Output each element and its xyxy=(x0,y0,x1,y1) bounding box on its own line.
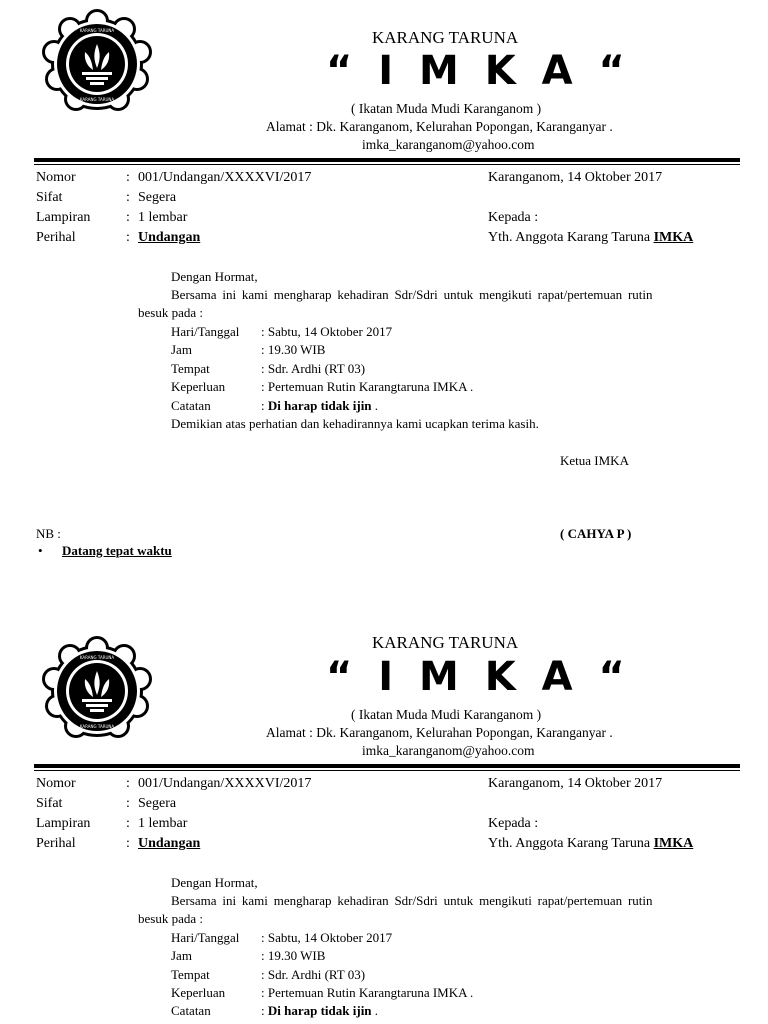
sifat-colon: : xyxy=(126,796,130,811)
detail-value: : Pertemuan Rutin Karangtaruna IMKA . xyxy=(261,985,474,1000)
lampiran-colon: : xyxy=(126,210,130,225)
org-email: imka_karanganom@yahoo.com xyxy=(362,743,535,758)
perihal-value: Undangan xyxy=(138,836,201,851)
imka-seal-icon xyxy=(38,635,156,745)
sifat-label: Sifat xyxy=(36,796,63,811)
org-email: imka_karanganom@yahoo.com xyxy=(362,137,535,152)
catatan-label: Catatan xyxy=(171,398,211,413)
imka-seal-icon xyxy=(38,8,156,118)
nomor-value: 001/Undangan/XXXXVI/2017 xyxy=(138,776,312,791)
org-subtitle: ( Ikatan Muda Mudi Karanganom ) xyxy=(351,101,542,116)
detail-value: : Sdr. Ardhi (RT 03) xyxy=(261,967,366,982)
nomor-colon: : xyxy=(126,170,130,185)
nb-bullet: • xyxy=(38,543,43,558)
detail-value: : Pertemuan Rutin Karangtaruna IMKA . xyxy=(261,379,474,394)
org-address: Alamat : Dk. Karanganom, Kelurahan Popongan, Karanganyar . xyxy=(266,119,613,134)
kepada-label: Kepada : xyxy=(488,816,539,831)
detail-value: : 19.30 WIB xyxy=(261,948,326,963)
intro-line-1: Bersama ini kami mengharap kehadiran Sdr/Sdri untuk mengikuti rapat/pertemuan rutin xyxy=(171,893,653,908)
lampiran-label: Lampiran xyxy=(36,210,91,225)
catatan-colon: : xyxy=(261,398,268,413)
catatan-end: . xyxy=(371,398,379,413)
recipient-org: IMKA xyxy=(653,836,694,851)
signature-role: Ketua IMKA xyxy=(560,453,629,468)
catatan-text: Di harap tidak ijin xyxy=(267,398,372,413)
greeting: Dengan Hormat, xyxy=(171,269,258,284)
catatan-label: Catatan xyxy=(171,1003,211,1018)
lampiran-value: 1 lembar xyxy=(138,210,188,225)
org-subtitle: ( Ikatan Muda Mudi Karanganom ) xyxy=(351,707,542,722)
detail-value: : Sabtu, 14 Oktober 2017 xyxy=(261,930,393,945)
recipient xyxy=(488,230,693,246)
intro-line-1: Bersama ini kami mengharap kehadiran Sdr/Sdri untuk mengikuti rapat/pertemuan rutin xyxy=(171,287,653,302)
lampiran-label: Lampiran xyxy=(36,816,91,831)
detail-label: Keperluan xyxy=(171,379,226,394)
nomor-label: Nomor xyxy=(36,170,76,185)
detail-label: Keperluan xyxy=(171,985,226,1000)
org-name: KARANG TARUNA xyxy=(372,28,519,47)
detail-label: Jam xyxy=(171,342,192,357)
nomor-colon: : xyxy=(126,776,130,791)
recipient xyxy=(488,836,693,852)
header-divider xyxy=(34,764,740,768)
catatan-end: . xyxy=(371,1003,379,1018)
catatan-text: Di harap tidak ijin xyxy=(267,1003,372,1018)
lampiran-value: 1 lembar xyxy=(138,816,188,831)
lampiran-colon: : xyxy=(126,816,130,831)
detail-label: Hari/Tanggal xyxy=(171,324,240,339)
recipient-prefix: Yth. Anggota Karang Taruna xyxy=(488,836,654,851)
recipient-org: IMKA xyxy=(653,230,694,245)
catatan-colon: : xyxy=(261,1003,268,1018)
closing-text: Demikian atas perhatian dan kehadirannya kami ucapkan terima kasih. xyxy=(171,416,539,431)
org-address: Alamat : Dk. Karanganom, Kelurahan Popongan, Karanganyar . xyxy=(266,725,613,740)
sifat-value: Segera xyxy=(138,190,177,205)
perihal-value: Undangan xyxy=(138,230,201,245)
org-title: “ I M K A “ xyxy=(326,654,631,700)
detail-label: Tempat xyxy=(171,361,210,376)
intro-line-2: besuk pada : xyxy=(138,911,203,926)
greeting: Dengan Hormat, xyxy=(171,875,258,890)
signature-name: ( CAHYA P ) xyxy=(560,526,632,541)
header-divider xyxy=(34,158,740,162)
nb-label: NB : xyxy=(36,526,61,541)
org-title: “ I M K A “ xyxy=(326,48,631,94)
detail-label: Jam xyxy=(171,948,192,963)
svg-text:KARANG TARUNA: KARANG TARUNA xyxy=(79,97,115,102)
detail-label: Hari/Tanggal xyxy=(171,930,240,945)
detail-value: : 19.30 WIB xyxy=(261,342,326,357)
place-date: Karanganom, 14 Oktober 2017 xyxy=(488,170,663,185)
kepada-label: Kepada : xyxy=(488,210,539,225)
place-date: Karanganom, 14 Oktober 2017 xyxy=(488,776,663,791)
detail-label: Tempat xyxy=(171,967,210,982)
perihal-label: Perihal xyxy=(36,230,76,245)
svg-text:KARANG TARUNA: KARANG TARUNA xyxy=(79,724,115,729)
recipient-prefix: Yth. Anggota Karang Taruna xyxy=(488,230,654,245)
sifat-colon: : xyxy=(126,190,130,205)
sifat-value: Segera xyxy=(138,796,177,811)
catatan-value xyxy=(261,398,378,414)
perihal-colon: : xyxy=(126,230,130,245)
detail-value: : Sdr. Ardhi (RT 03) xyxy=(261,361,366,376)
svg-text:KARANG TARUNA: KARANG TARUNA xyxy=(79,28,115,33)
nb-item: Datang tepat waktu xyxy=(62,543,172,558)
sifat-label: Sifat xyxy=(36,190,63,205)
perihal-label: Perihal xyxy=(36,836,76,851)
header-divider-thin xyxy=(34,770,740,771)
intro-line-2: besuk pada : xyxy=(138,305,203,320)
nomor-value: 001/Undangan/XXXXVI/2017 xyxy=(138,170,312,185)
header-divider-thin xyxy=(34,164,740,165)
perihal-colon: : xyxy=(126,836,130,851)
nomor-label: Nomor xyxy=(36,776,76,791)
catatan-value xyxy=(261,1003,378,1019)
org-name: KARANG TARUNA xyxy=(372,633,519,652)
detail-value: : Sabtu, 14 Oktober 2017 xyxy=(261,324,393,339)
svg-text:KARANG TARUNA: KARANG TARUNA xyxy=(79,655,115,660)
